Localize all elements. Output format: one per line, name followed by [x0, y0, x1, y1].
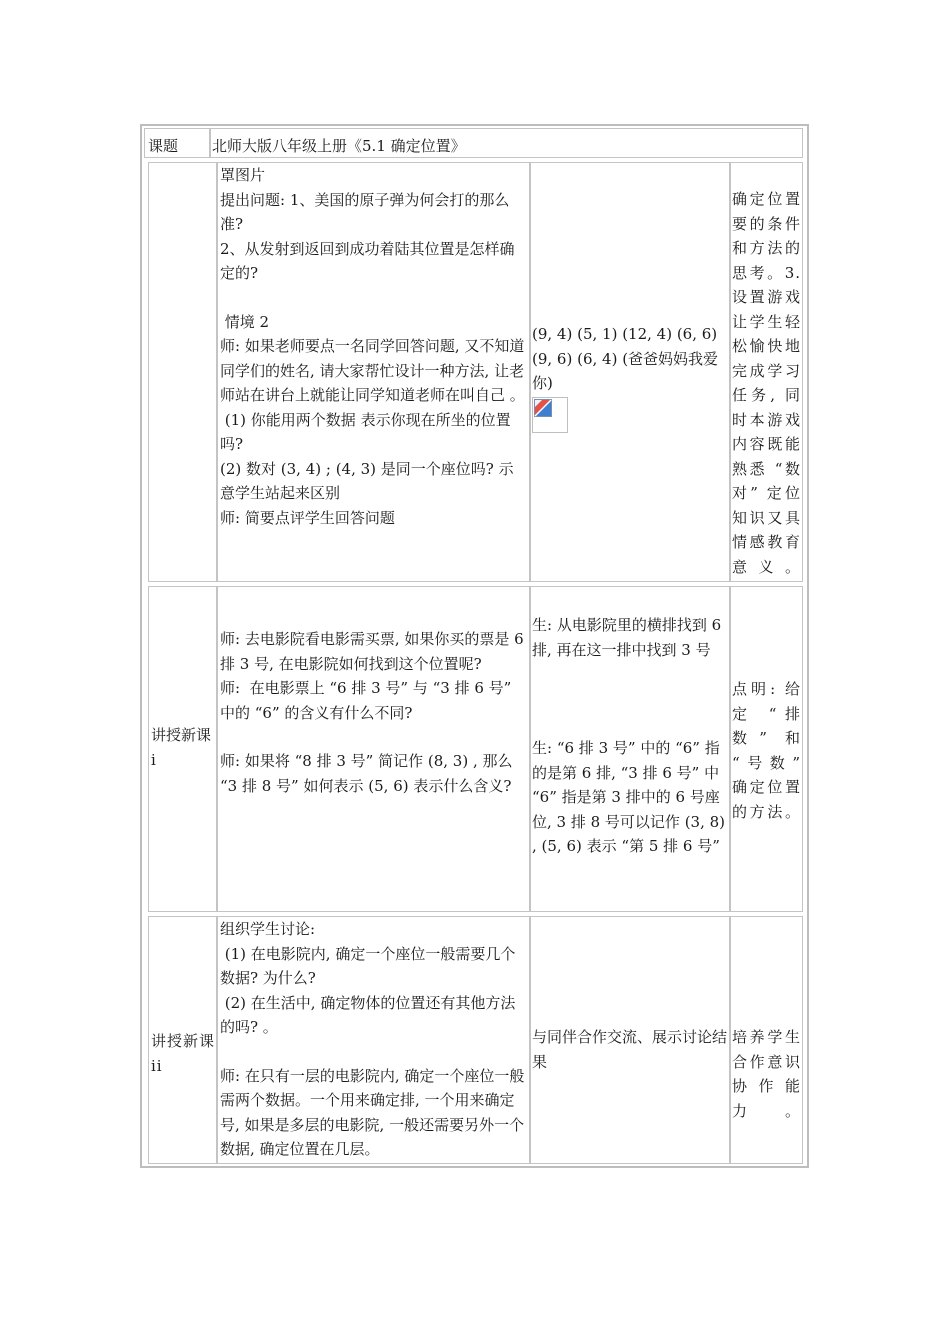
- row2-student-b: 生: “6 排 3 号” 中的 “6” 指的是第 6 排, “3 排 6 号” 中 “6” 指是第 3 排中的 6 号座位, 3 排 8 号可以记作 (3, 8) , (5, 6) 表示 “第 5 排 6 号”: [532, 739, 730, 855]
- row3-line: (1) 在电影院内, 确定一个座位一般需要几个数据? 为什么?: [220, 944, 516, 987]
- row3-line: [220, 1040, 527, 1064]
- lesson-title: 北师大版八年级上册《5.1 确定位置》: [212, 137, 466, 155]
- broken-image-icon: [532, 397, 568, 433]
- row1-line: (2) 数对 (3, 4) ; (4, 3) 是同一个座位吗? 示意学生站起来区别: [220, 459, 514, 502]
- row3-stage: 讲授新课 ii: [151, 1032, 221, 1075]
- row2-stage: 讲授新课 i: [151, 726, 216, 769]
- row2-line: 师: 去电影院看电影需买票, 如果你买的票是 6 排 3 号, 在电影院如何找到这个位置呢?: [220, 630, 529, 673]
- row1-line: 情境 2: [220, 312, 270, 331]
- row1-student-cell: [530, 162, 730, 582]
- lesson-table: [140, 124, 809, 1168]
- row2-line: [220, 725, 527, 749]
- row3-student-cell: [530, 916, 730, 1164]
- row3-stage-cell: [148, 916, 221, 1164]
- row3-line: (2) 在生活中, 确定物体的位置还有其他方法的吗? 。: [220, 993, 516, 1036]
- row2-stage-cell: [148, 586, 217, 912]
- row2-student-a: 生: 从电影院里的横排找到 6 排, 再在这一排中找到 3 号: [532, 616, 726, 659]
- row1-line: 提出问题: 1、美国的原子弹为何会打的那么准?: [220, 190, 510, 233]
- row1-stage-cell: [148, 162, 217, 582]
- row1-intent-text: 确定位置要的条件和方法的思考。3.设置游戏让学生轻松愉快地完成学习任务, 同时本游戏内容既能熟悉 “数对” 定位知识又具情感教育意义。: [732, 190, 801, 576]
- row1-line: 罩图片: [220, 166, 266, 184]
- row1-line: 师: 简要点评学生回答问题: [220, 508, 395, 527]
- row3-content-cell: [217, 916, 530, 1164]
- row3-line: 师: 在只有一层的电影院内, 确定一个座位一般需两个数据。一个用来确定排, 一个用来确定号, 如果是多层的电影院, 一般还需要另外一个数据, 确定位置在几层。: [220, 1066, 525, 1158]
- header-title-cell: [210, 128, 803, 158]
- row2-line: 师: 在电影票上 “6 排 3 号” 与 “3 排 6 号” 中的 “6” 的含义有什么不同?: [220, 679, 517, 722]
- row1-line: 师: 如果老师要点一名同学回答问题, 又不知道同学们的姓名, 请大家帮忙设计一种方法, 让老师站在讲台上就能让同学知道老师在叫自己 。: [220, 337, 525, 404]
- row2-intent-text: 点明: 给定 “排数” 和 “号数” 确定位置的方法。: [732, 680, 801, 821]
- row1-student-text: (9, 4) (5, 1) (12, 4) (6, 6) (9, 6) (6, 4) (爸爸妈妈我爱你): [532, 325, 722, 392]
- row2-line: 师: 如果将 “8 排 3 号” 简记作 (8, 3) , 那么 “3 排 8 号” 如何表示 (5, 6) 表示什么含义?: [220, 752, 518, 795]
- row2-content-cell: [217, 586, 530, 912]
- row3-student-text: 与同伴合作交流、展示讨论结果: [532, 1028, 728, 1071]
- row3-line: 组织学生讨论:: [220, 920, 316, 938]
- header-label-cell: [144, 128, 210, 158]
- row1-intent-cell: [730, 162, 803, 582]
- row1-line: [220, 286, 527, 310]
- row3-intent-cell: [730, 916, 803, 1164]
- row1-content-cell: [217, 162, 530, 582]
- row3-intent-text: 培养学生合作意识协作能力。: [732, 1028, 801, 1120]
- row1-line: 2、从发射到返回到成功着陆其位置是怎样确定的?: [220, 239, 515, 282]
- row2-intent-cell: [730, 586, 803, 912]
- row1-line: (1) 你能用两个数据 表示你现在所坐的位置吗?: [220, 410, 511, 453]
- row2-student-cell: [530, 586, 730, 912]
- header-label: 课题: [148, 137, 179, 155]
